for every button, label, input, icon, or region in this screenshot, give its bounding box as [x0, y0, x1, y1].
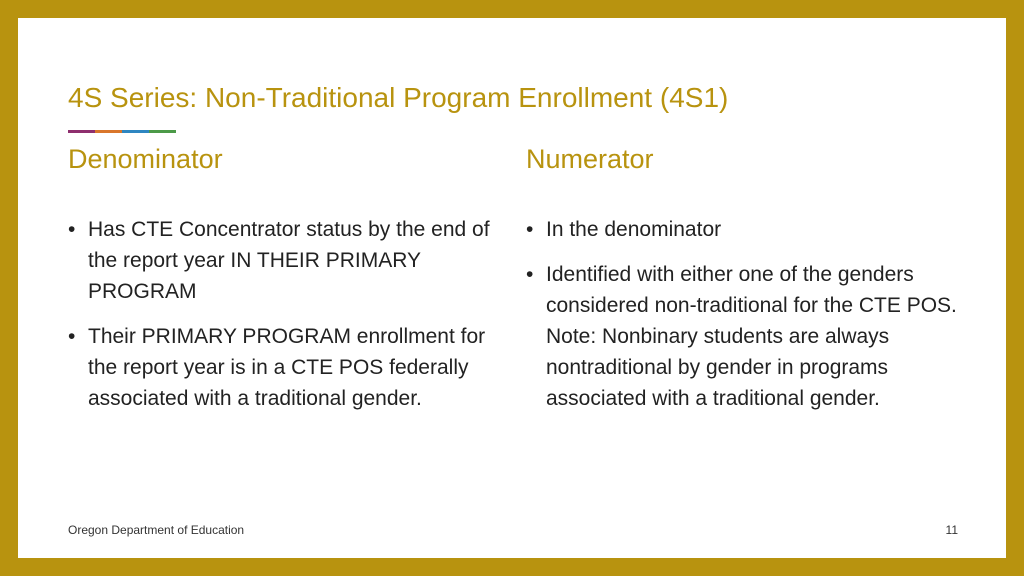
- accent-segment-1: [68, 130, 95, 133]
- numerator-list: [526, 214, 971, 428]
- list-item-text: In the denominator: [546, 218, 722, 241]
- slide: [18, 18, 1006, 558]
- bullet-icon: •: [68, 325, 76, 348]
- bullet-icon: •: [68, 218, 76, 241]
- bullet-icon: •: [526, 263, 534, 286]
- footer-organization: Oregon Department of Education: [68, 523, 245, 537]
- numerator-heading: Numerator: [526, 144, 654, 174]
- list-item: [526, 259, 971, 414]
- list-item-text: Has CTE Concentrator status by the end of the report year IN THEIR PRIMARY PROGRAM: [88, 218, 490, 303]
- title-accent-bar: [68, 130, 176, 133]
- accent-segment-4: [149, 130, 176, 133]
- denominator-heading: Denominator: [68, 144, 223, 174]
- list-item-text: Identified with either one of the genders considered non-traditional for the CTE POS. Note: Nonbinary students are always nontraditional by gender in programs associated with a traditional gender.: [546, 263, 957, 410]
- slide-title: 4S Series: Non-Traditional Program Enrollment (4S1): [68, 82, 729, 113]
- accent-segment-3: [122, 130, 149, 133]
- list-item: [68, 321, 498, 414]
- accent-segment-2: [95, 130, 122, 133]
- list-item: [68, 214, 498, 307]
- list-item: [526, 214, 971, 245]
- bullet-icon: •: [526, 218, 534, 241]
- denominator-list: [68, 214, 498, 428]
- page-number: 11: [945, 523, 958, 537]
- list-item-text: Their PRIMARY PROGRAM enrollment for the report year is in a CTE POS federally associated with a traditional gender.: [88, 325, 486, 410]
